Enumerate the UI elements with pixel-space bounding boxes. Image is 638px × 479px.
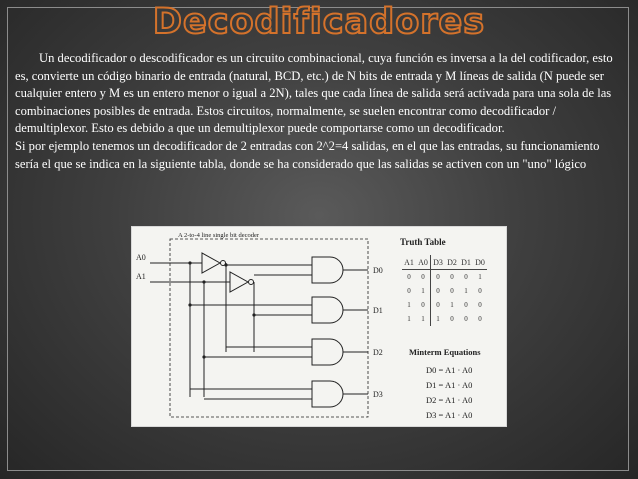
header-cell: A1 (402, 255, 416, 270)
table-cell: 0 (464, 315, 468, 323)
table-cell: 0 (431, 298, 446, 312)
table-cell: 0 (407, 273, 411, 281)
header-cell: D0 (473, 255, 487, 270)
table-cell: 0 (450, 287, 454, 295)
body-text (15, 50, 625, 173)
truth-table-header (402, 255, 487, 270)
output-d2-label: D2 (373, 348, 383, 357)
minterm-equations-title: Minterm Equations (409, 347, 481, 357)
decoder-figure (131, 226, 507, 427)
header-cell: D2 (445, 255, 459, 270)
table-cell: 0 (431, 284, 446, 298)
paragraph-definition: Un decodificador o descodificador es un circuito combinacional, cuya función es inversa a la del codificador, esto es, convierte un código binario de entrada (natural, BCD, etc.) de N bits de entrada y M líneas de salida (N puede ser cualquier entero y M es un entero menor o igual a 2N), tales que cada línea de salida será activada para una sola de las combinaciones posibles de entrada. Estos circuitos, normalmente, se suelen encontrar como decodificador / demultiplexor. Esto es debido a que un demultiplexor puede comportarse como un decodificador. (15, 51, 613, 136)
table-row (402, 284, 487, 298)
table-row (402, 312, 487, 326)
table-cell: 0 (464, 273, 468, 281)
table-cell: 0 (478, 287, 482, 295)
paragraph-example: Si por ejemplo tenemos un decodificador de 2 entradas con 2^2=4 salidas, en el que las entradas, su funcionamiento sería el que se indica en la siguiente tabla, donde se ha considerado que las salidas se activen con un "uno" lógico (15, 138, 600, 171)
table-cell: 0 (431, 270, 446, 285)
table-cell: 1 (478, 273, 482, 281)
table-row (402, 298, 487, 312)
truth-table (402, 255, 487, 326)
table-cell: 1 (407, 301, 411, 309)
table-cell: 1 (450, 301, 454, 309)
slide-title: Decodificadores (152, 2, 486, 42)
equation-d0: D0 = A1 · A0 (426, 365, 473, 375)
table-cell: 1 (421, 287, 425, 295)
equation-d2: D2 = A1 · A0 (426, 395, 473, 405)
circuit-title: A 2-to-4 line single bit decoder (178, 232, 260, 239)
table-cell: 0 (478, 315, 482, 323)
table-cell: 0 (407, 287, 411, 295)
table-row (402, 270, 487, 285)
output-d3-label: D3 (373, 390, 383, 399)
input-a1-label: A1 (136, 272, 146, 281)
table-cell: 0 (421, 273, 425, 281)
title-area (0, 2, 638, 42)
table-cell: 1 (421, 315, 425, 323)
output-d0-label: D0 (373, 266, 383, 275)
header-cell: D3 (431, 255, 446, 270)
table-cell: 0 (464, 301, 468, 309)
table-cell: 1 (407, 315, 411, 323)
equation-d3: D3 = A1 · A0 (426, 410, 473, 420)
equation-d1: D1 = A1 · A0 (426, 380, 473, 390)
input-a0-label: A0 (136, 253, 146, 262)
table-cell: 1 (431, 312, 446, 326)
output-d1-label: D1 (373, 306, 383, 315)
table-cell: 1 (464, 287, 468, 295)
table-cell: 0 (450, 273, 454, 281)
header-cell: A0 (416, 255, 431, 270)
header-cell: D1 (459, 255, 473, 270)
table-cell: 0 (450, 315, 454, 323)
table-cell: 0 (478, 301, 482, 309)
truth-table-title: Truth Table (400, 237, 446, 247)
table-cell: 0 (421, 301, 425, 309)
